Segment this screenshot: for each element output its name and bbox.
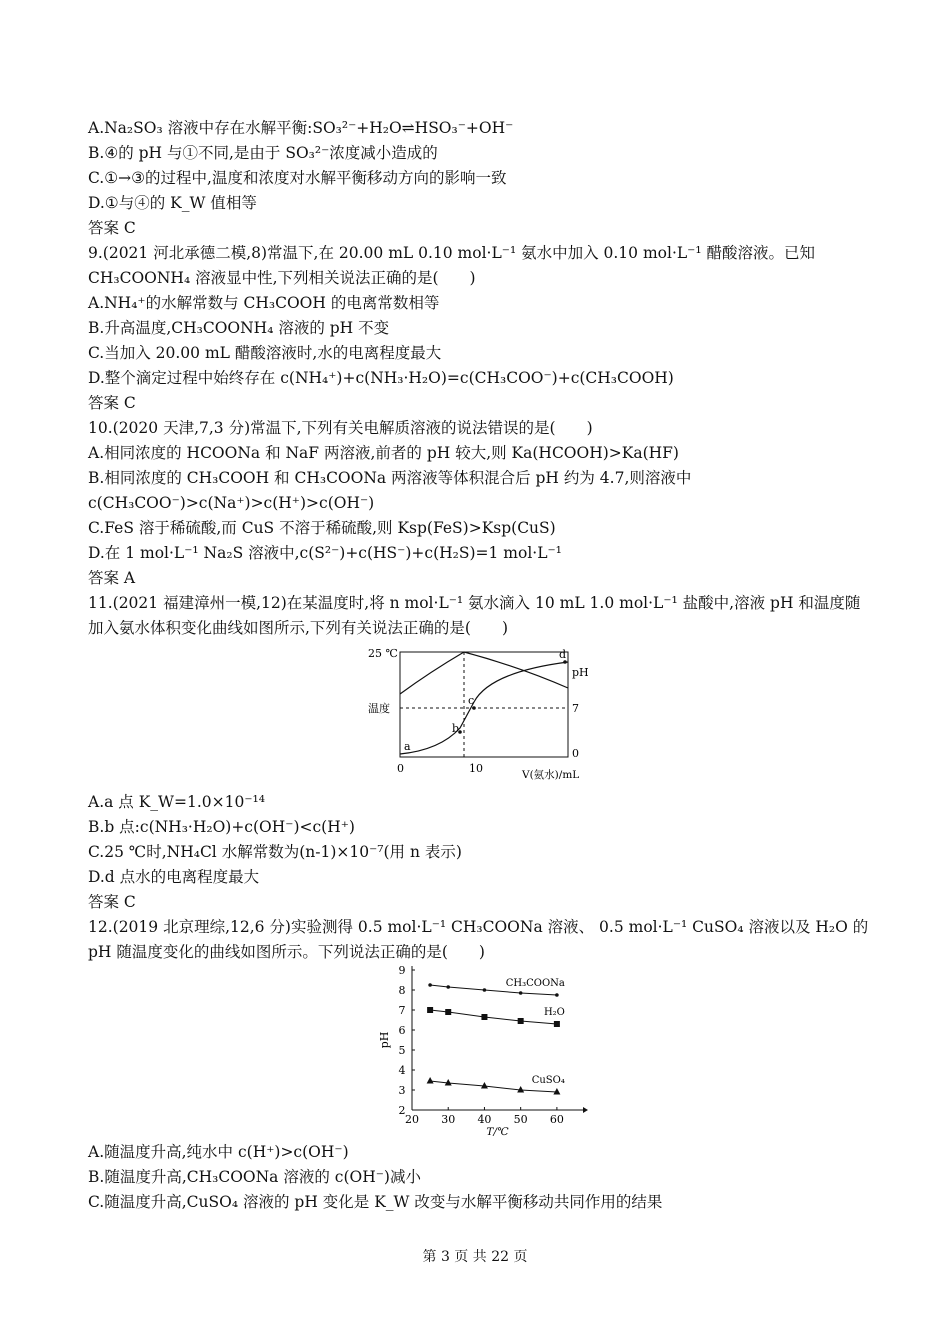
q11-text-b: b: [452, 722, 460, 735]
q9-stem-line1: 9.(2021 河北承德二模,8)常温下,在 20.00 mL 0.10 mol·L⁻¹ 氨水中加入 0.10 mol·L⁻¹ 醋酸溶液。已知: [88, 244, 815, 262]
q12-option-b: B.随温度升高,CH₃COONa 溶液的 c(OH⁻)减小: [88, 1168, 421, 1186]
q8-option-a: A.Na₂SO₃ 溶液中存在水解平衡:SO₃²⁻+H₂O⇌HSO₃⁻+OH⁻: [88, 119, 514, 137]
q12-point-triangle: [427, 1077, 434, 1084]
q12-y-tick-label: 9: [398, 964, 406, 977]
q10-option-b-cont: c(CH₃COO⁻)>c(Na⁺)>c(H⁺)>c(OH⁻): [88, 494, 375, 512]
q8-option-b: B.④的 pH 与①不同,是由于 SO₃²⁻浓度减小造成的: [88, 144, 438, 162]
q12-series-label: CH₃COONa: [505, 978, 565, 989]
q12-y-tick-label: 2: [398, 1104, 406, 1117]
q11-label-25c: 25 ℃: [368, 647, 398, 660]
q12-chart: [370, 962, 590, 1140]
q11-label-x10: 10: [469, 762, 483, 775]
q12-x-tick-label: 40: [477, 1113, 492, 1126]
q12-y-axis-label: pH: [378, 1031, 391, 1049]
q11-stem-line1: 11.(2021 福建漳州一模,12)在某温度时,将 n mol·L⁻¹ 氨水滴入 10 mL 1.0 mol·L⁻¹ 盐酸中,溶液 pH 和温度随: [88, 594, 861, 612]
q9-answer: 答案 C: [88, 394, 136, 412]
q12-x-axis-label: T/℃: [486, 1126, 509, 1138]
q12-chart-svg: [370, 962, 590, 1140]
q11-stem-line2: 加入氨水体积变化曲线如图所示,下列有关说法正确的是( ): [88, 619, 509, 637]
q9-option-a: A.NH₄⁺的水解常数与 CH₃COOH 的电离常数相等: [88, 294, 440, 312]
q9-option-b: B.升高温度,CH₃COONH₄ 溶液的 pH 不变: [88, 319, 390, 337]
q10-answer: 答案 A: [88, 569, 136, 587]
q11-label-ph: pH: [572, 666, 589, 679]
q12-y-tick-label: 3: [398, 1084, 406, 1097]
q12-series-label: H₂O: [543, 1007, 565, 1018]
q12-point-square: [481, 1014, 487, 1020]
q12-point-square: [554, 1021, 560, 1027]
q11-label-7: 7: [572, 702, 579, 715]
q12-option-a: A.随温度升高,纯水中 c(H⁺)>c(OH⁻): [88, 1143, 349, 1161]
q10-option-b: B.相同浓度的 CH₃COOH 和 CH₃COONa 两溶液等体积混合后 pH 约为 4.7,则溶液中: [88, 469, 692, 487]
q12-option-c: C.随温度升高,CuSO₄ 溶液的 pH 变化是 K_W 改变与水解平衡移动共同作用的结果: [88, 1193, 663, 1211]
q11-temperature-curve: [400, 652, 568, 694]
q12-point-dot: [555, 993, 559, 997]
q8-option-d: D.①与④的 K_W 值相等: [88, 194, 257, 212]
q12-y-tick-label: 6: [398, 1024, 406, 1037]
q11-label-x0: 0: [397, 762, 404, 775]
q12-point-triangle: [481, 1082, 488, 1089]
q11-xlabel: V(氨水)/mL: [522, 769, 580, 781]
q10-option-c: C.FeS 溶于稀硫酸,而 CuS 不溶于稀硫酸,则 Ksp(FeS)>Ksp(CuS): [88, 519, 556, 537]
q11-option-a: A.a 点 K_W=1.0×10⁻¹⁴: [88, 793, 265, 811]
q11-option-b: B.b 点:c(NH₃·H₂O)+c(OH⁻)<c(H⁺): [88, 818, 355, 836]
q12-point-dot: [483, 988, 487, 992]
q12-point-dot: [428, 983, 432, 987]
q12-point-square: [518, 1018, 524, 1024]
page-footer: 第 3 页 共 22 页: [422, 1249, 528, 1265]
q11-label-0: 0: [572, 747, 579, 760]
q9-option-d: D.整个滴定过程中始终存在 c(NH₄⁺)+c(NH₃·H₂O)=c(CH₃COO⁻)+c(CH₃COOH): [88, 369, 674, 387]
q8-option-c: C.①→③的过程中,温度和浓度对水解平衡移动方向的影响一致: [88, 169, 507, 187]
q12-y-tick-label: 7: [398, 1004, 406, 1017]
q10-stem: 10.(2020 天津,7,3 分)常温下,下列有关电解质溶液的说法错误的是( ): [88, 419, 593, 437]
q12-series-label: CuSO₄: [531, 1075, 565, 1086]
q11-plot-frame: [400, 652, 568, 757]
q12-x-tick-label: 50: [513, 1113, 528, 1126]
q11-text-c: c: [468, 694, 475, 707]
q12-x-arrow: [583, 1107, 588, 1113]
q10-option-a: A.相同浓度的 HCOONa 和 NaF 两溶液,前者的 pH 较大,则 Ka(HCOOH)>Ka(HF): [88, 444, 679, 462]
q11-option-c: C.25 ℃时,NH₄Cl 水解常数为(n-1)×10⁻⁷(用 n 表示): [88, 843, 462, 861]
q12-y-tick-label: 5: [398, 1044, 406, 1057]
q12-point-triangle: [553, 1088, 560, 1095]
q11-figure: [360, 642, 600, 784]
q12-stem-line2: pH 随温度变化的曲线如图所示。下列说法正确的是( ): [88, 943, 485, 961]
q12-point-square: [445, 1009, 451, 1015]
q11-answer: 答案 C: [88, 893, 136, 911]
q12-y-tick-label: 8: [398, 984, 406, 997]
q8-answer: 答案 C: [88, 219, 136, 237]
q12-point-square: [427, 1007, 433, 1013]
q11-option-d: D.d 点水的电离程度最大: [88, 868, 260, 886]
q10-option-d: D.在 1 mol·L⁻¹ Na₂S 溶液中,c(S²⁻)+c(HS⁻)+c(H₂S)=1 mol·L⁻¹: [88, 544, 562, 562]
q12-point-dot: [446, 985, 450, 989]
q9-option-c: C.当加入 20.00 mL 醋酸溶液时,水的电离程度最大: [88, 344, 442, 362]
q9-stem-line2: CH₃COONH₄ 溶液显中性,下列相关说法正确的是( ): [88, 269, 476, 287]
q12-x-tick-label: 30: [441, 1113, 456, 1126]
q12-y-tick-label: 4: [398, 1064, 406, 1077]
q11-text-d: d: [559, 648, 567, 661]
q12-stem-line1: 12.(2019 北京理综,12,6 分)实验测得 0.5 mol·L⁻¹ CH₃COONa 溶液、 0.5 mol·L⁻¹ CuSO₄ 溶液以及 H₂O 的: [88, 918, 869, 936]
q11-figure-svg: [360, 642, 600, 784]
q12-point-dot: [519, 991, 523, 995]
q11-label-temp: 温度: [368, 702, 390, 715]
q12-x-tick-label: 20: [405, 1113, 419, 1126]
q12-x-tick-label: 60: [549, 1113, 564, 1126]
q11-text-a: a: [404, 740, 411, 753]
